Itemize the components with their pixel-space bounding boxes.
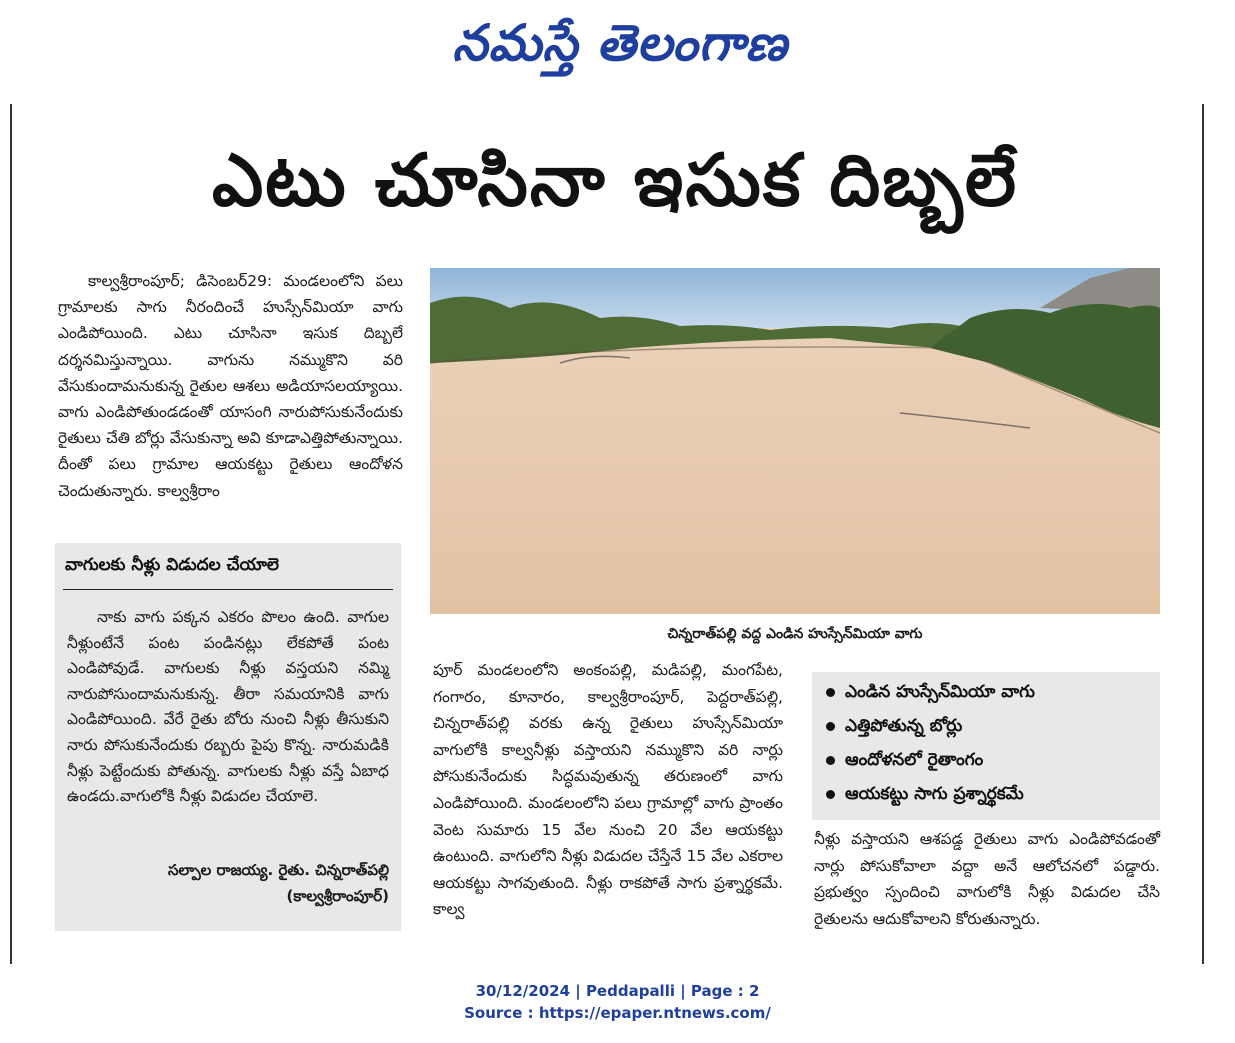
- lede-paragraph: కాల్వశ్రీరాంపూర్‌; డిసెంబర్‌29: మండలంలోని పలు గ్రామాలకు సాగు నీరందించే హుస్సేన్‌మియా వాగు ఎండిపోయింది. ఎటు చూసినా ఇసుక దిబ్బలే దర్శనమిస్తున్నాయి. వాగును నమ్ముకొని వరి వేసుకుందామనుకున్న రైతుల ఆశలు అడియాసలయ్యాయి. వాగు ఎండిపోతుండడంతో యాసంగి నారుపోసుకునేందుకు రైతులు చేతి బోర్లు వేసుకున్నా అవి కూడాఎత్తిపోతున్నాయి. దీంతో పలు గ్రామాల ఆయకట్టు రైతులు ఆందోళన చెందుతున్నారు. కాల్వశ్రీరాం: [58, 272, 403, 500]
- bullet-icon: [826, 688, 835, 697]
- dry-river-photo: [430, 268, 1160, 614]
- highlight-item: ఎండిన హుస్సేన్‌మియా వాగు: [826, 682, 1035, 706]
- footer-edition-info: 30/12/2024 | Peddapalli | Page : 2: [475, 982, 760, 1000]
- footer-source-link[interactable]: Source : https://epaper.ntnews.com/: [464, 1004, 771, 1022]
- quote-box-divider: [63, 589, 393, 590]
- quote-box-title: వాగులకు నీళ్లు విడుదల చేయాలె: [65, 555, 279, 575]
- article-column-right: నీళ్లు వస్తాయని ఆశపడ్డ రైతులు వాగు ఎండిపోవడంతో నార్లు పోసుకోవాలా వద్దా అనే ఆలోచనలో పడ్డారు. ప్రభుత్వం స్పందించి వాగులోకి నీళ్లు విడుదల చేసి రైతులను ఆదుకోవాలని కోరుతున్నారు.: [814, 830, 1160, 928]
- quote-byline: [168, 857, 389, 909]
- farmer-quote-box: [55, 543, 401, 931]
- frame-left-rule: [10, 104, 12, 964]
- quote-byline-place: (కాల్వశ్రీరాంపూర్‌): [286, 887, 389, 905]
- frame-right-rule: [1202, 104, 1204, 964]
- photo-illustration: [430, 268, 1160, 614]
- quote-byline-name: సల్పాల రాజయ్య. రైతు. చిన్నరాత్‌పల్లి: [168, 861, 389, 879]
- quote-box-body: నాకు వాగు పక్కన ఎకరం పొలం ఉంది. వాగుల నీళ్లుంటేనే పంట పండినట్లు లేకపోతే పంట ఎండిపోవుడే. వాగులకు నీళ్లు వస్తయని నమ్మి నారుపోసుందామనుకున్న. తీరా సమయానికి వాగు ఎండిపోయింది. వేరే రైతు బోరు నుంచి నీళ్లు తీసుకుని నారు పోసుకునేందుకు రబ్బరు పైపు కొన్న. నారుమడికి నీళ్లు పెట్టేందుకు పోతున్న. వాగులకు నీళ్లు వస్తే ఏబాధ ఉండదు.వాగులోకి నీళ్లు విడుదల చేయాలె.: [67, 608, 389, 806]
- highlight-item: ఆందోళనలో రైతాంగం: [826, 750, 983, 774]
- bullet-icon: [826, 756, 835, 765]
- bullet-icon: [826, 722, 835, 731]
- highlight-item: ఆయకట్టు సాగు ప్రశ్నార్థకమే: [826, 784, 1024, 808]
- headline: ఎటు చూసినా ఇసుక దిబ్బలే: [211, 138, 1019, 222]
- photo-caption: చిన్నరాత్‌పల్లి వద్ద ఎండిన హుస్సేన్‌మియా వాగు: [667, 626, 923, 642]
- article-column-middle: పూర్‌ మండలంలోని అంకంపల్లి, మడిపల్లి, మంగపేట, గంగారం, కూనారం, కాల్వశ్రీరాంపూర్‌, పెద్దరాత్‌పల్లి, చిన్నరాత్‌పల్లి వరకు ఉన్న రైతులు హుస్సేన్‌మియా వాగులోకి కాల్వనీళ్లు వస్తాయని నమ్ముకొని వరి నార్లు పోసుకునేందుకు సిద్ధమవుతున్న తరుణంలో వాగు ఎండిపోయింది. మండలంలోని పలు గ్రామాల్లో వాగు ప్రాంతం వెంట సుమారు 15 వేల నుంచి 20 వేల ఆయకట్టు ఉంటుంది. వాగులోని నీళ్లు విడుదల చేస్తేనే 15 వేల ఎకరాల ఆయకట్టు సాగవుతుంది. నీళ్లు రాకపోతే సాగు ప్రశ్నార్థకమే. కాల్వ: [433, 661, 783, 919]
- highlight-item: ఎత్తిపోతున్న బోర్లు: [826, 716, 962, 740]
- bullet-icon: [826, 790, 835, 799]
- masthead-logo: నమస్తే తెలంగాణ: [452, 13, 788, 72]
- highlights-box: [812, 672, 1160, 820]
